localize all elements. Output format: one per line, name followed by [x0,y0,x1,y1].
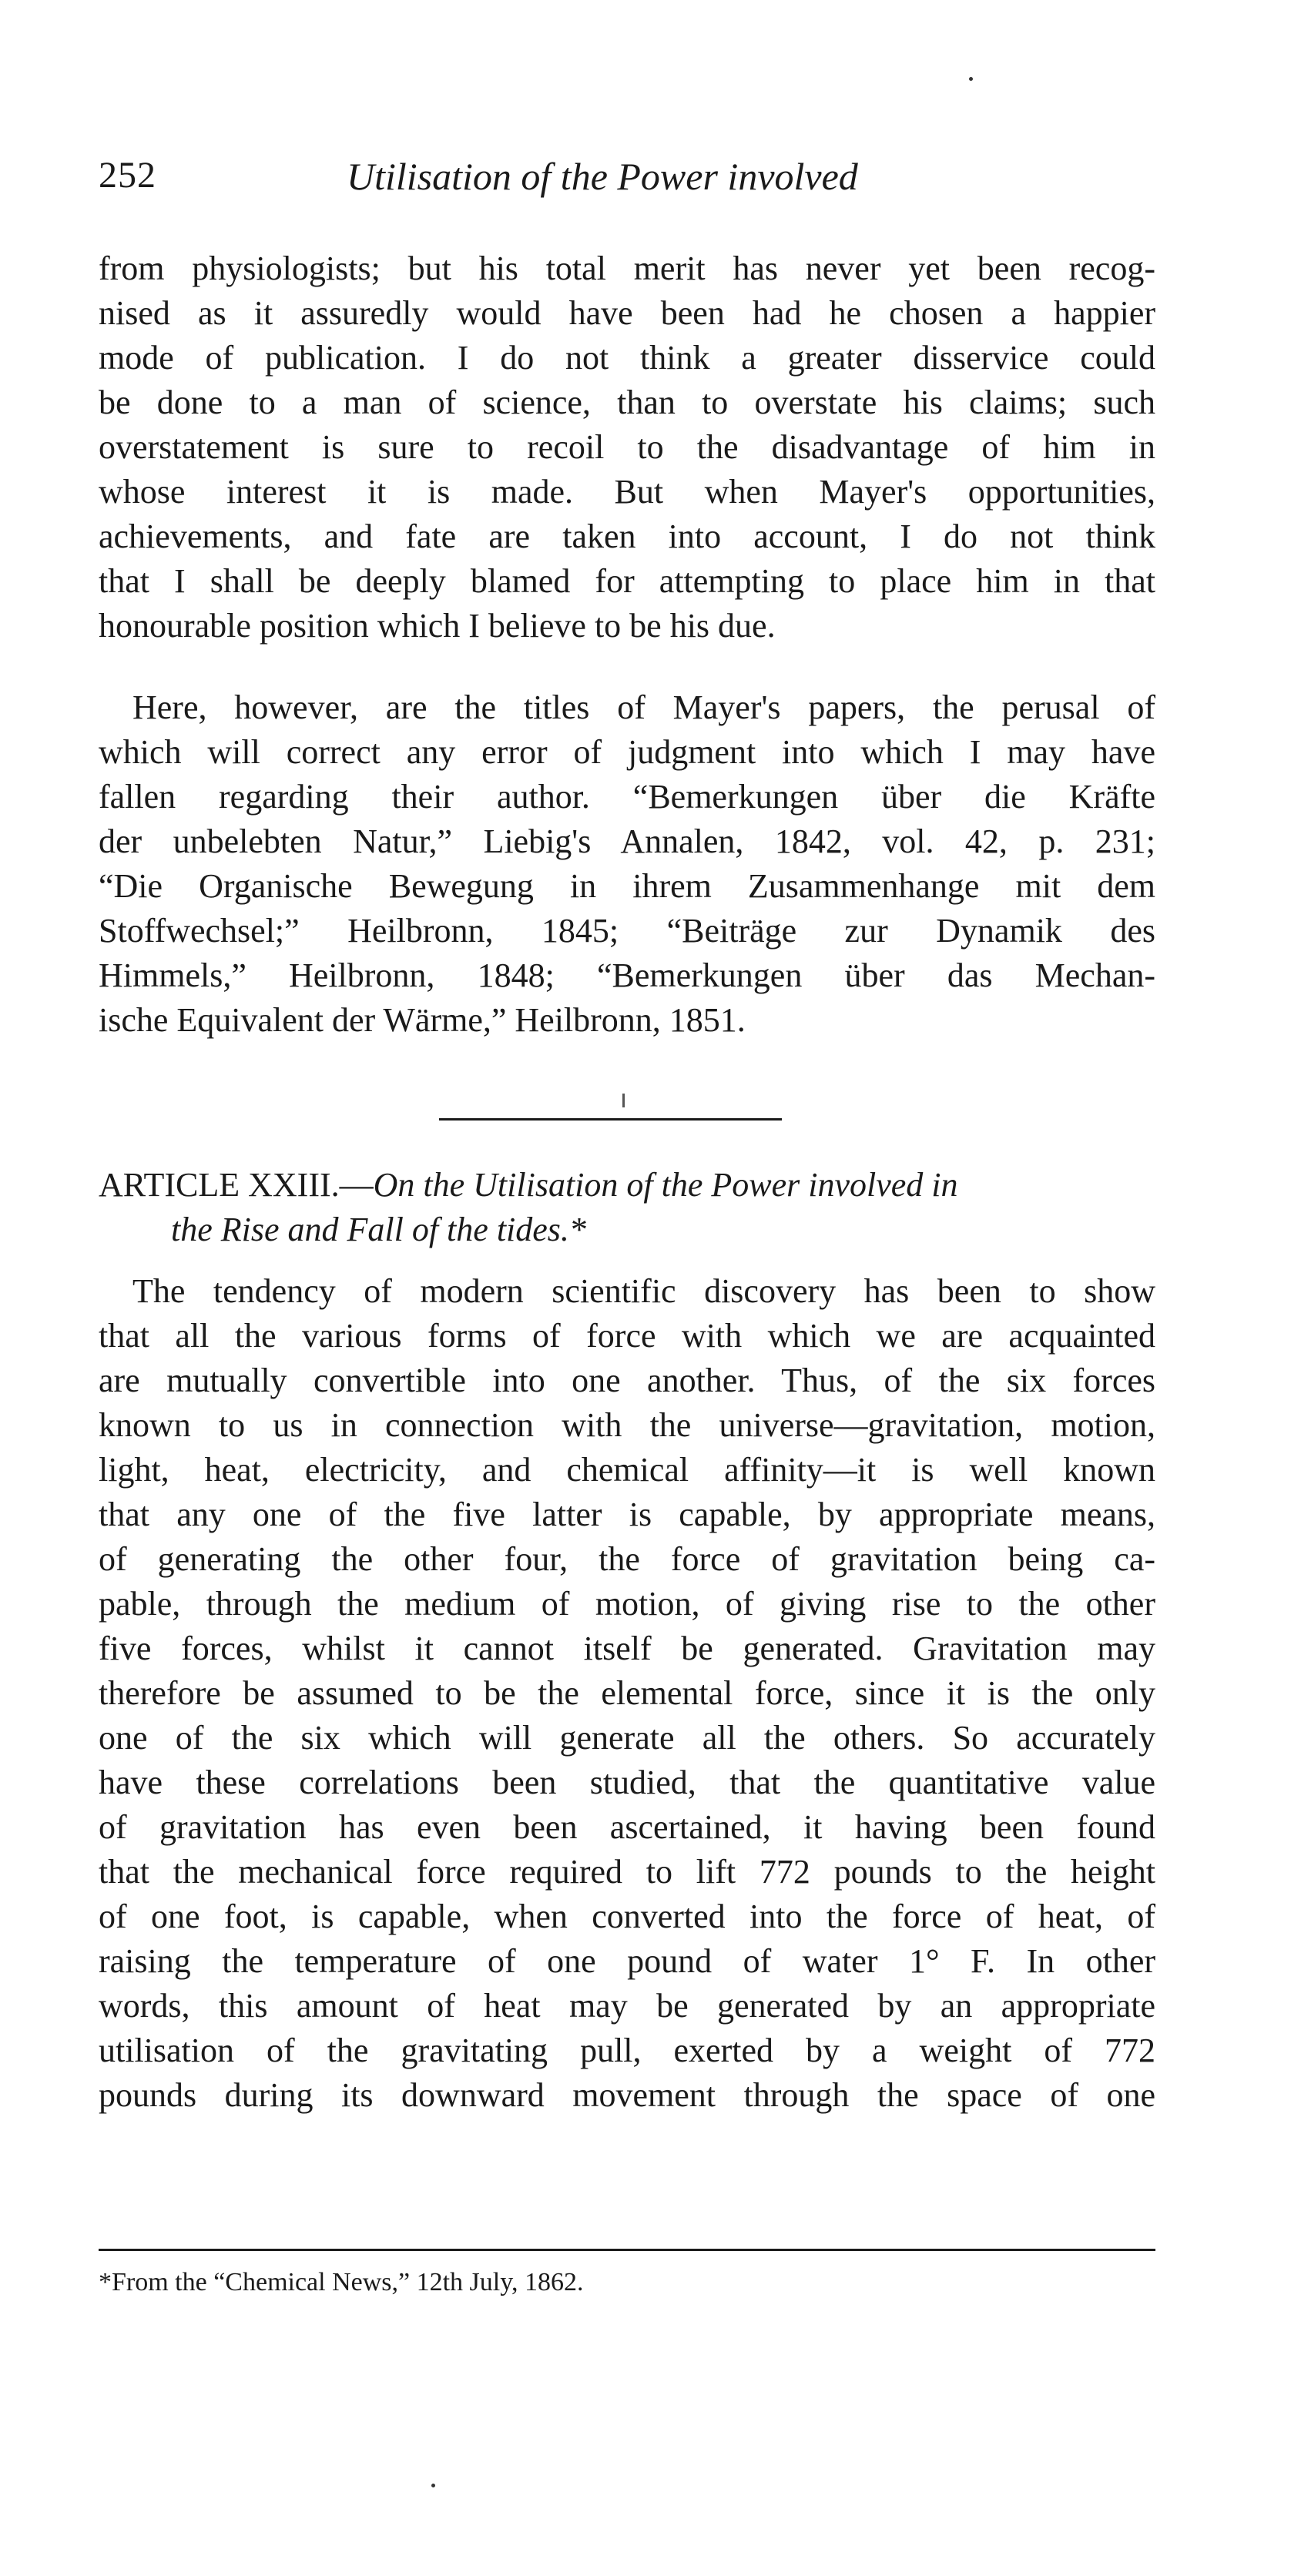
print-speck [431,2484,435,2487]
text-line: overstatement is sure to recoil to the disadvantage of him in [99,428,1155,466]
text-line: honourable position which I believe to be his due. [99,607,776,645]
text-line: mode of publication. I do not think a greater disservice could [99,339,1155,377]
text-line: ische Equivalent der Wärme,” Heilbronn, 1851. [99,1001,746,1039]
text-line: are mutually convertible into one another. Thus, of the six forces [99,1362,1155,1399]
text-line: fallen regarding their author. “Bemerkungen über die Kräfte [99,778,1155,816]
text-line: be done to a man of science, than to overstate his claims; such [99,384,1155,421]
text-line: raising the temperature of one pound of water 1° F. In other [99,1942,1155,1980]
text-line: of generating the other four, the force of gravitation being ca- [99,1540,1155,1578]
text-line: known to us in connection with the universe—gravitation, motion, [99,1406,1155,1444]
text-line: that any one of the five latter is capable, by appropriate means, [99,1496,1155,1533]
text-line: words, this amount of heat may be generated by an appropriate [99,1987,1155,2025]
text-line: that I shall be deeply blamed for attempting to place him in that [99,562,1155,600]
text-line: Here, however, are the titles of Mayer's papers, the perusal of [132,688,1155,726]
article-label: ARTICLE XXIII.— [99,1166,374,1204]
text-line: The tendency of modern scientific discovery has been to show [132,1272,1155,1310]
text-line: utilisation of the gravitating pull, exerted by a weight of 772 [99,2032,1155,2069]
text-line: Himmels,” Heilbronn, 1848; “Bemerkungen über das Mechan- [99,956,1155,994]
text-line: pable, through the medium of motion, of giving rise to the other [99,1585,1155,1623]
text-line: pounds during its downward movement through the space of one [99,2076,1155,2114]
text-line: that all the various forms of force with which we are acquainted [99,1317,1155,1355]
text-line: light, heat, electricity, and chemical affinity—it is well known [99,1451,1155,1489]
text-line: “Die Organische Bewegung in ihrem Zusammenhange mit dem [99,867,1155,905]
text-line: Stoffwechsel;” Heilbronn, 1845; “Beiträge zur Dynamik des [99,912,1155,950]
article-title-line-1: On the Utilisation of the Power involved in [373,1166,958,1204]
text-line: have these correlations been studied, that the quantitative value [99,1764,1155,1801]
page-number: 252 [99,155,156,196]
text-line: from physiologists; but his total merit has never yet been recog- [99,250,1155,287]
article-heading [99,1163,958,1208]
article-title-line-2: the Rise and Fall of the tides.* [171,1211,586,1248]
article-heading-continued [171,1208,586,1252]
text-line: achievements, and fate are taken into account, I do not think [99,518,1155,555]
text-line: that the mechanical force required to lift 772 pounds to the height [99,1853,1155,1891]
text-line: five forces, whilst it cannot itself be generated. Gravitation may [99,1630,1155,1667]
text-line: of gravitation has even been ascertained, it having been found [99,1808,1155,1846]
footnote-divider [99,2249,1155,2251]
running-title: Utilisation of the Power involved [347,155,858,198]
section-divider [439,1118,782,1121]
footnote: *From the “Chemical News,” 12th July, 1862. [99,2268,584,2296]
text-line: therefore be assumed to be the elemental force, since it is the only [99,1674,1155,1712]
text-line: of one foot, is capable, when converted into the force of heat, of [99,1898,1155,1935]
text-line: whose interest it is made. But when Mayer's opportunities, [99,473,1155,511]
text-line: der unbelebten Natur,” Liebig's Annalen, 1842, vol. 42, p. 231; [99,822,1155,860]
text-line: which will correct any error of judgment into which I may have [99,733,1155,771]
rule-mark [622,1094,625,1107]
print-speck [969,77,973,81]
text-line: nised as it assuredly would have been had he chosen a happier [99,294,1155,332]
text-line: one of the six which will generate all the others. So accurately [99,1719,1155,1757]
